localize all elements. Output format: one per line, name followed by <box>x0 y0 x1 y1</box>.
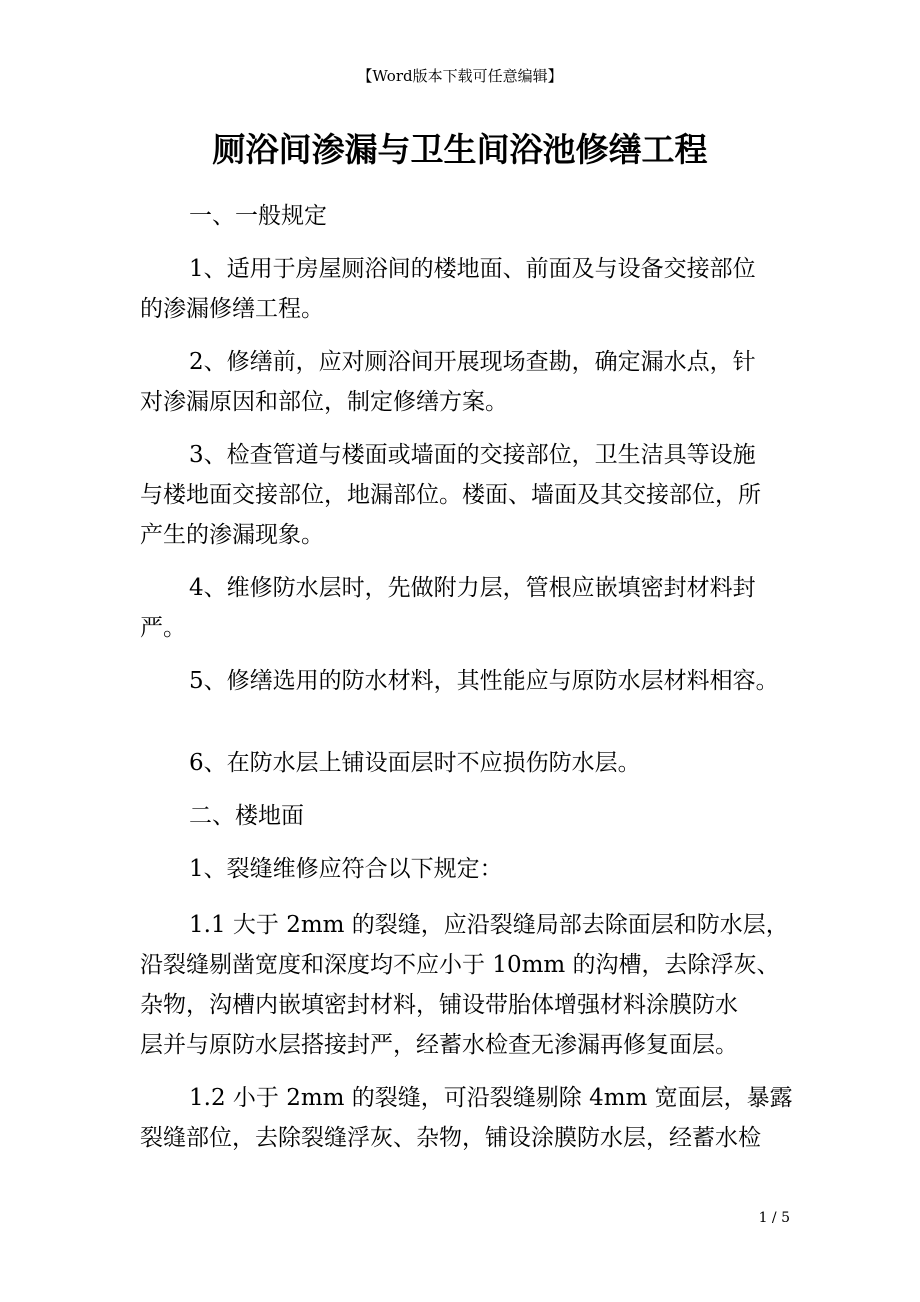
paragraph-line: 裂缝部位，去除裂缝浮灰、杂物，铺设涂膜防水层，经蓄水检 <box>140 1125 761 1151</box>
paragraph-line: 层并与原防水层搭接封严，经蓄水检查无渗漏再修复面层。 <box>140 1032 738 1058</box>
page-title: 厕浴间渗漏与卫生间浴池修缮工程 <box>212 130 708 169</box>
page-number: 1 / 5 <box>758 1210 790 1226</box>
section-heading: 二、楼地面 <box>189 803 304 829</box>
paragraph-line: 产生的渗漏现象。 <box>140 522 324 548</box>
document-body <box>140 196 793 1158</box>
section-heading: 一、一般规定 <box>189 203 327 229</box>
paragraph-line: 杂物，沟槽内嵌填密封材料，铺设带胎体增强材料涂膜防水 <box>140 992 738 1018</box>
paragraph-line: 1、适用于房屋厕浴间的楼地面、前面及与设备交接部位 <box>189 256 756 282</box>
paragraph-line: 1.2 小于 2mm 的裂缝，可沿裂缝剔除 4mm 宽面层，暴露 <box>189 1085 793 1111</box>
paragraph-line: 严。 <box>140 615 186 641</box>
paragraph-line: 4、维修防水层时，先做附力层，管根应嵌填密封材料封 <box>189 575 756 601</box>
paragraph-line: 1.1 大于 2mm 的裂缝，应沿裂缝局部去除面层和防水层， <box>189 912 789 938</box>
paragraph-line: 5、修缮选用的防水材料，其性能应与原防水层材料相容。 <box>189 668 779 694</box>
paragraph-line: 的渗漏修缮工程。 <box>140 296 324 322</box>
paragraph-line: 1、裂缝维修应符合以下规定： <box>189 856 503 882</box>
paragraph-line: 2、修缮前，应对厕浴间开展现场查勘，确定漏水点，针 <box>189 349 756 375</box>
paragraph-line: 与楼地面交接部位，地漏部位。楼面、墙面及其交接部位，所 <box>140 482 761 508</box>
paragraph-line: 沿裂缝剔凿宽度和深度均不应小于 10mm 的沟槽，去除浮灰、 <box>140 952 780 978</box>
paragraph-line: 6、在防水层上铺设面层时不应损伤防水层。 <box>189 750 641 776</box>
paragraph-line: 3、检查管道与楼面或墙面的交接部位，卫生洁具等设施 <box>189 442 756 468</box>
header-note: 【Word版本下载可任意编辑】 <box>357 67 563 85</box>
paragraph-line: 对渗漏原因和部位，制定修缮方案。 <box>140 389 508 415</box>
